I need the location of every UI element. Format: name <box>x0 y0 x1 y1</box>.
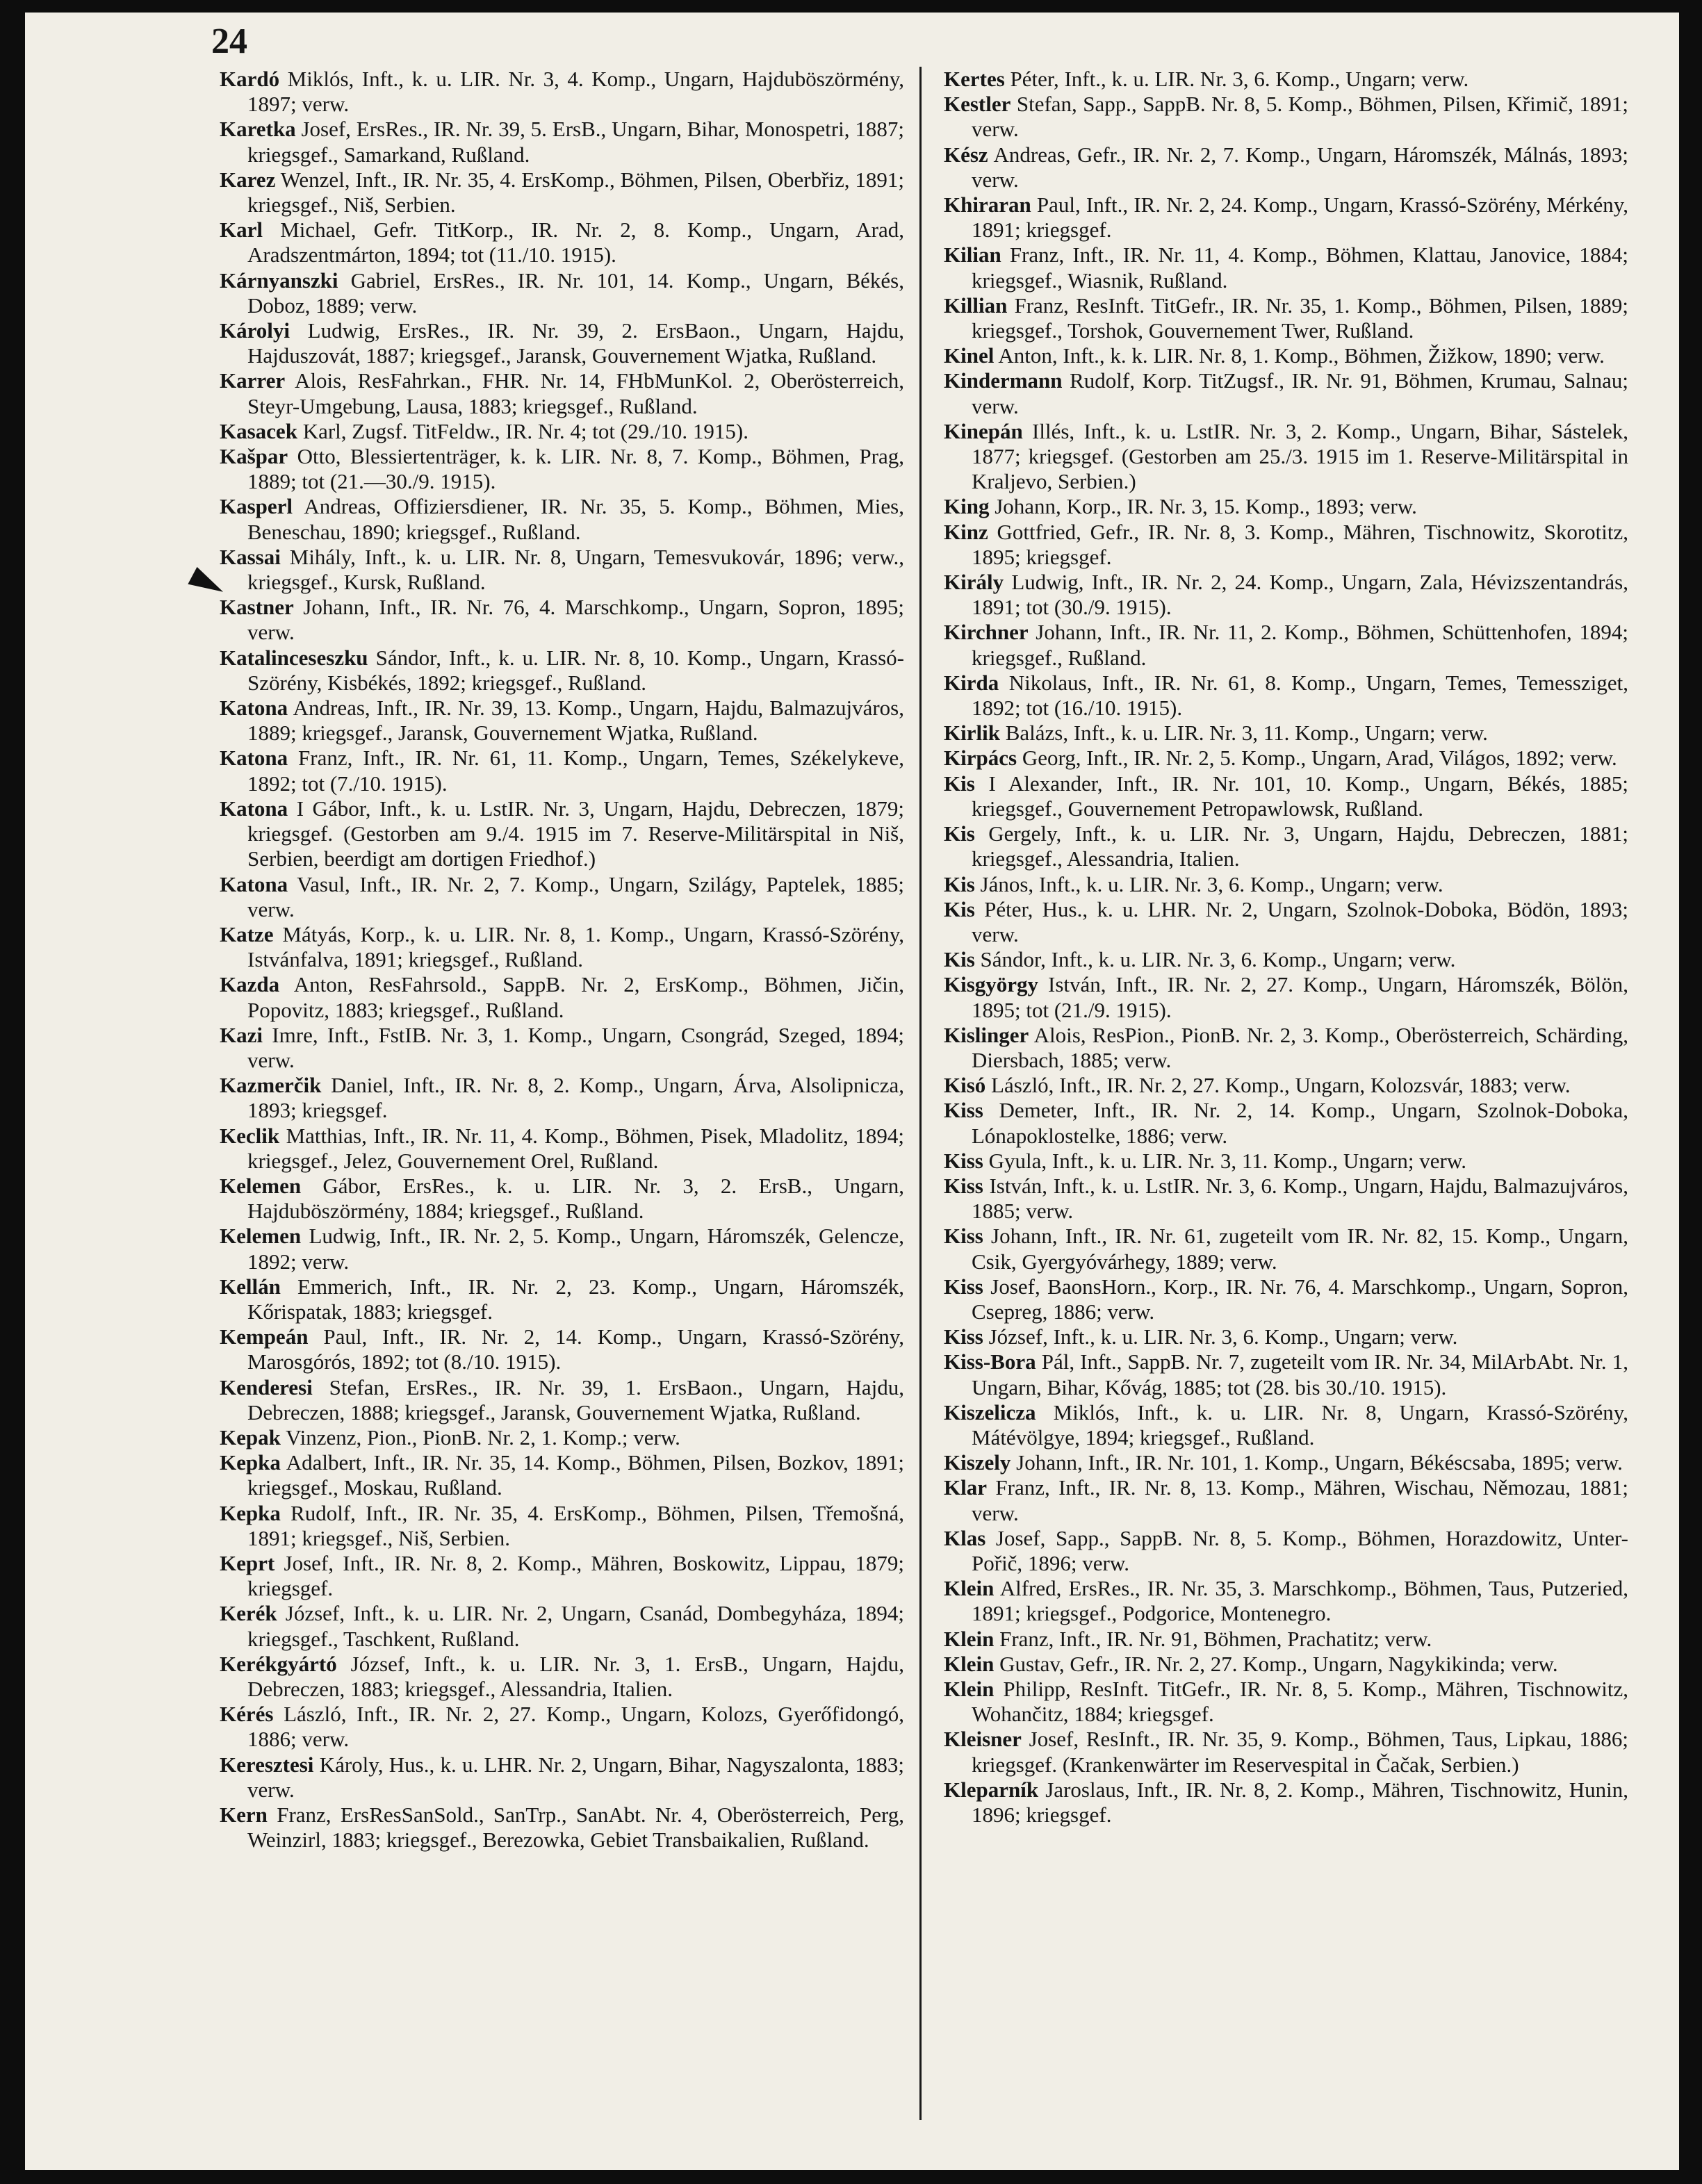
entry-surname: Klein <box>944 1576 995 1601</box>
entry-details: Johann, Korp., IR. Nr. 3, 15. Komp., 1893; verw. <box>989 494 1417 519</box>
roster-entry <box>220 217 904 268</box>
roster-entry <box>220 1450 904 1500</box>
roster-entry <box>220 268 904 318</box>
entry-surname: Kardó <box>220 67 280 91</box>
entry-details: Ludwig, Inft., IR. Nr. 2, 24. Komp., Ungarn, Zala, Hévizszentandrás, 1891; tot (30./9. 1915). <box>972 570 1628 620</box>
entry-details: Josef, Inft., IR. Nr. 8, 2. Komp., Mähren, Boskowitz, Lippau, 1879; kriegsgef. <box>247 1550 904 1601</box>
entry-details: Gábor, ErsRes., k. u. LIR. Nr. 3, 2. ErsB., Ungarn, Hajduböszörmény, 1884; kriegsgef., Rußland. <box>247 1173 904 1224</box>
entry-surname: Kiss <box>944 1224 983 1249</box>
roster-entry <box>944 1324 1628 1349</box>
entry-details: Ludwig, ErsRes., IR. Nr. 39, 2. ErsBaon., Ungarn, Hajdu, Hajduszovát, 1887; kriegsgef., Jaransk, Gouvernement Wjatka, Rußland. <box>247 318 904 368</box>
roster-entry <box>944 746 1628 771</box>
entry-details: Paul, Inft., IR. Nr. 2, 24. Komp., Ungarn, Krassó-Szörény, Mérkény, 1891; kriegsgef. <box>972 192 1628 243</box>
entry-surname: Kirda <box>944 670 999 695</box>
entry-details: Philipp, ResInft. TitGefr., IR. Nr. 8, 5. Komp., Mähren, Tischnowitz, Wohančitz, 1884; kriegsgef. <box>972 1677 1628 1727</box>
entry-details: Matthias, Inft., IR. Nr. 11, 4. Komp., Böhmen, Pisek, Mladolitz, 1894; kriegsgef., Jelez, Gouvernement Orel, Rußland. <box>247 1123 904 1173</box>
entry-details: Andreas, Offiziersdiener, IR. Nr. 35, 5. Komp., Böhmen, Mies, Beneschau, 1890; kriegsgef., Rußland. <box>247 494 904 544</box>
entry-details: Mátyás, Korp., k. u. LIR. Nr. 8, 1. Komp., Ungarn, Krassó-Szörény, Istvánfalva, 1891; kriegsgef., Rußland. <box>247 921 904 972</box>
entry-details: Imre, Inft., FstIB. Nr. 3, 1. Komp., Ungarn, Csongrád, Szeged, 1894; verw. <box>247 1022 904 1072</box>
document-page <box>25 13 1679 2170</box>
roster-entry <box>944 872 1628 897</box>
entry-details: Josef, ResInft., IR. Nr. 35, 9. Komp., Böhmen, Taus, Lipkau, 1886; kriegsgef. (Krankenwärter im Reservespital in Čačak, Serbien.) <box>972 1727 1628 1777</box>
entry-details: Wenzel, Inft., IR. Nr. 35, 4. ErsKomp., Böhmen, Pilsen, Oberbřiz, 1891; kriegsgef., Niš, Serbien. <box>247 167 904 217</box>
entry-details: Ludwig, Inft., IR. Nr. 2, 5. Komp., Ungarn, Háromszék, Gelencze, 1892; verw. <box>247 1224 904 1274</box>
entry-details: Stefan, Sapp., SappB. Nr. 8, 5. Komp., Böhmen, Pilsen, Křimič, 1891; verw. <box>972 92 1628 142</box>
entry-details: Gustav, Gefr., IR. Nr. 2, 27. Komp., Ungarn, Nagykikinda; verw. <box>994 1651 1558 1676</box>
entry-surname: Kleparník <box>944 1777 1039 1802</box>
entry-surname: Kinz <box>944 519 988 544</box>
entry-surname: Karl <box>220 217 263 243</box>
entry-surname: Klein <box>944 1626 995 1651</box>
entry-details: Franz, Inft., IR. Nr. 8, 13. Komp., Mähren, Wischau, Němozau, 1881; verw. <box>972 1475 1628 1525</box>
entry-surname: Kiss <box>944 1173 983 1198</box>
entry-details: Vasul, Inft., IR. Nr. 2, 7. Komp., Ungarn, Szilágy, Paptelek, 1885; verw. <box>247 871 904 921</box>
entry-surname: Kiss <box>944 1148 983 1173</box>
entry-surname: Kazi <box>220 1022 263 1047</box>
entry-details: József, Inft., k. u. LIR. Nr. 3, 1. ErsB., Ungarn, Hajdu, Debreczen, 1883; kriegsgef., Alessandria, Italien. <box>247 1651 904 1701</box>
roster-entry <box>944 620 1628 670</box>
entry-surname: Kepka <box>220 1450 281 1475</box>
entry-details: Rudolf, Korp. TitZugsf., IR. Nr. 91, Böhmen, Krumau, Salnau; verw. <box>972 368 1628 418</box>
entry-details: Josef, ErsRes., IR. Nr. 39, 5. ErsB., Ungarn, Bihar, Monospetri, 1887; kriegsgef., Samarkand, Rußland. <box>247 117 904 167</box>
entry-details: Paul, Inft., IR. Nr. 2, 14. Komp., Ungarn, Krassó-Szörény, Marosgórós, 1892; tot (8./10. 1915). <box>247 1324 904 1374</box>
entry-details: Josef, Sapp., SappB. Nr. 8, 5. Komp., Böhmen, Horazdowitz, Unter-Pořič, 1896; verw. <box>972 1525 1628 1575</box>
roster-entry <box>944 1526 1628 1576</box>
roster-entry <box>220 1224 904 1274</box>
entry-surname: Karetka <box>220 117 296 142</box>
entry-surname: Kenderesi <box>220 1374 313 1399</box>
roster-entry <box>944 1174 1628 1224</box>
left-column <box>220 67 904 1853</box>
roster-entry <box>220 1551 904 1601</box>
roster-entry <box>944 1627 1628 1652</box>
entry-details: József, Inft., k. u. LIR. Nr. 3, 6. Komp., Ungarn; verw. <box>983 1324 1458 1349</box>
roster-entry <box>944 897 1628 947</box>
roster-entry <box>220 796 904 872</box>
entry-surname: Kertes <box>944 67 1005 91</box>
roster-entry <box>220 972 904 1022</box>
roster-entry <box>944 1274 1628 1324</box>
entry-details: János, Inft., k. u. LIR. Nr. 3, 6. Komp., Ungarn; verw. <box>974 871 1443 896</box>
roster-entry <box>220 1425 904 1450</box>
entry-details: Rudolf, Inft., IR. Nr. 35, 4. ErsKomp., Böhmen, Pilsen, Třemošná, 1891; kriegsgef., Niš, Serbien. <box>247 1500 904 1550</box>
entry-details: Sándor, Inft., k. u. LIR. Nr. 8, 10. Komp., Ungarn, Krassó-Szörény, Kisbékés, 1892; kriegsgef., Rußland. <box>247 645 904 695</box>
entry-details: Pál, Inft., SappB. Nr. 7, zugeteilt vom IR. Nr. 34, MilArbAbt. Nr. 1, Ungarn, Bihar, Kővág, 1885; tot (28. bis 30./10. 1915). <box>972 1349 1628 1399</box>
entry-surname: Kis <box>944 871 975 896</box>
roster-entry <box>944 343 1628 368</box>
entry-surname: Killian <box>944 293 1008 318</box>
entry-details: Franz, ResInft. TitGefr., IR. Nr. 35, 1. Komp., Böhmen, Pilsen, 1889; kriegsgef., Torshok, Gouvernement Twer, Rußland. <box>972 293 1628 343</box>
entry-surname: Kiss <box>944 1324 983 1349</box>
roster-entry <box>944 972 1628 1022</box>
entry-details: Franz, ErsResSanSold., SanTrp., SanAbt. Nr. 4, Oberösterreich, Perg, Weinzirl, 1883; kriegsgef., Berezowka, Gebiet Transbaikalien, Rußland. <box>247 1803 904 1853</box>
entry-surname: Katona <box>220 746 288 771</box>
entry-details: Johann, Inft., IR. Nr. 101, 1. Komp., Ungarn, Békéscsaba, 1895; verw. <box>1010 1450 1623 1475</box>
entry-surname: Katalinceseszku <box>220 645 368 670</box>
roster-entry <box>944 192 1628 243</box>
entry-details: Péter, Inft., k. u. LIR. Nr. 3, 6. Komp., Ungarn; verw. <box>1004 67 1469 91</box>
entry-surname: Kész <box>944 142 988 167</box>
entry-details: Nikolaus, Inft., IR. Nr. 61, 8. Komp., Ungarn, Temes, Temessziget, 1892; tot (16./10. 1915). <box>972 670 1628 721</box>
entry-surname: Kilian <box>944 243 1001 268</box>
entry-details: Johann, Inft., IR. Nr. 76, 4. Marschkomp., Ungarn, Sopron, 1895; verw. <box>247 595 904 645</box>
roster-entry <box>220 646 904 696</box>
entry-surname: Kastner <box>220 595 294 620</box>
roster-entry <box>220 1274 904 1324</box>
roster-entry <box>220 318 904 368</box>
entry-surname: Kleisner <box>944 1727 1022 1752</box>
entry-surname: Keresztesi <box>220 1752 314 1777</box>
entry-details: Anton, ResFahrsold., SappB. Nr. 2, ErsKomp., Böhmen, Jičin, Popovitz, 1883; kriegsgef., Rußland. <box>247 972 904 1022</box>
roster-entry <box>220 1375 904 1425</box>
roster-entry <box>944 821 1628 871</box>
roster-entry <box>220 1023 904 1073</box>
entry-surname: Kirlik <box>944 721 1000 746</box>
roster-entry <box>220 494 904 544</box>
entry-details: Gyula, Inft., k. u. LIR. Nr. 3, 11. Komp., Ungarn; verw. <box>983 1148 1466 1173</box>
entry-surname: Khiraran <box>944 192 1031 217</box>
roster-entry <box>944 494 1628 519</box>
entry-surname: Kérés <box>220 1702 274 1727</box>
entry-details: Balázs, Inft., k. u. LIR. Nr. 3, 11. Komp., Ungarn; verw. <box>999 721 1488 746</box>
entry-details: István, Inft., IR. Nr. 2, 27. Komp., Ungarn, Háromszék, Bölön, 1895; tot (21./9. 1915). <box>972 972 1628 1022</box>
roster-entry <box>220 922 904 972</box>
roster-entry <box>220 1652 904 1702</box>
entry-surname: Kis <box>944 771 975 796</box>
entry-details: József, Inft., k. u. LIR. Nr. 2, Ungarn, Csanád, Dombegyháza, 1894; kriegsgef., Taschkent, Rußland. <box>247 1601 904 1651</box>
roster-entry <box>220 117 904 167</box>
roster-entry <box>944 67 1628 92</box>
entry-surname: Kindermann <box>944 368 1063 393</box>
entry-surname: Kassai <box>220 544 281 569</box>
entry-details: Alfred, ErsRes., IR. Nr. 35, 3. Marschkomp., Böhmen, Taus, Putzeried, 1891; kriegsgef., Podgorice, Montenegro. <box>972 1576 1628 1626</box>
roster-entry <box>944 419 1628 495</box>
entry-surname: Király <box>944 570 1004 595</box>
entry-surname: Keclik <box>220 1123 280 1148</box>
entry-details: Károly, Hus., k. u. LHR. Nr. 2, Ungarn, Bihar, Nagyszalonta, 1883; verw. <box>247 1752 904 1802</box>
roster-entry <box>944 1576 1628 1626</box>
entry-surname: Katona <box>220 871 288 896</box>
entry-details: Franz, Inft., IR. Nr. 11, 4. Komp., Böhmen, Klattau, Janovice, 1884; kriegsgef., Wiasnik, Rußland. <box>972 243 1628 293</box>
roster-entry <box>220 1324 904 1374</box>
roster-entry <box>220 1174 904 1224</box>
roster-entry <box>220 1803 904 1853</box>
roster-entry <box>944 1777 1628 1828</box>
entry-details: Alois, ResFahrkan., FHR. Nr. 14, FHbMunKol. 2, Oberösterreich, Steyr-Umgebung, Lausa, 1883; kriegsgef., Rußland. <box>247 368 904 418</box>
roster-entry <box>220 444 904 494</box>
roster-entry <box>220 1073 904 1123</box>
roster-entry <box>944 1400 1628 1450</box>
roster-entry <box>944 1149 1628 1174</box>
entry-surname: Kiss-Bora <box>944 1349 1036 1374</box>
entry-details: Josef, BaonsHorn., Korp., IR. Nr. 76, 4. Marschkomp., Ungarn, Sopron, Csepreg, 1886; verw. <box>972 1274 1628 1324</box>
entry-surname: Kestler <box>944 92 1011 117</box>
entry-surname: Klas <box>944 1525 986 1550</box>
entry-details: Stefan, ErsRes., IR. Nr. 39, 1. ErsBaon., Ungarn, Hajdu, Debreczen, 1888; kriegsgef., Jaransk, Gouvernement Wjatka, Rußland. <box>247 1374 904 1424</box>
roster-entry <box>220 1601 904 1651</box>
entry-surname: Kárnyanszki <box>220 268 338 293</box>
entry-details: Franz, Inft., IR. Nr. 61, 11. Komp., Ungarn, Temes, Székelykeve, 1892; tot (7./10. 1915). <box>247 746 904 796</box>
roster-entry <box>944 1677 1628 1727</box>
entry-surname: Katze <box>220 921 274 946</box>
roster-entry <box>944 771 1628 821</box>
entry-details: Karl, Zugsf. TitFeldw., IR. Nr. 4; tot (29./10. 1915). <box>297 418 748 443</box>
entry-details: Demeter, Inft., IR. Nr. 2, 14. Komp., Ungarn, Szolnok-Doboka, Lónapoklostelke, 1886; verw. <box>972 1098 1628 1148</box>
entry-surname: Kiss <box>944 1274 983 1299</box>
entry-surname: Kirpács <box>944 746 1017 771</box>
entry-details: Michael, Gefr. TitKorp., IR. Nr. 2, 8. Komp., Ungarn, Arad, Aradszentmárton, 1894; tot (11./10. 1915). <box>247 217 904 268</box>
entry-surname: Keprt <box>220 1550 275 1575</box>
roster-entry <box>220 545 904 595</box>
entry-surname: Károlyi <box>220 318 291 343</box>
entry-details: Anton, Inft., k. k. LIR. Nr. 8, 1. Komp., Böhmen, Žižkow, 1890; verw. <box>994 343 1605 368</box>
roster-entry <box>944 368 1628 418</box>
entry-details: Gabriel, ErsRes., IR. Nr. 101, 14. Komp., Ungarn, Békés, Doboz, 1889; verw. <box>247 268 904 318</box>
entry-details: Andreas, Inft., IR. Nr. 39, 13. Komp., Ungarn, Hajdu, Balmazujváros, 1889; kriegsgef., Jaransk, Gouvernement Wjatka, Rußland. <box>247 696 904 746</box>
entry-surname: Kislinger <box>944 1022 1029 1047</box>
roster-entry <box>220 1752 904 1803</box>
entry-details: Otto, Blessiertenträger, k. k. LIR. Nr. 8, 7. Komp., Böhmen, Prag, 1889; tot (21.—30./9. 1915). <box>247 444 904 494</box>
entry-surname: Kazmerčik <box>220 1073 322 1098</box>
entry-surname: Klein <box>944 1677 995 1701</box>
entry-surname: Kepka <box>220 1500 281 1525</box>
entry-details: Franz, Inft., IR. Nr. 91, Böhmen, Prachatitz; verw. <box>994 1626 1432 1651</box>
entry-details: I Gábor, Inft., k. u. LstIR. Nr. 3, Ungarn, Hajdu, Debreczen, 1879; kriegsgef. (Gestorben am 9./4. 1915 im 7. Reserve-Militärspital in Niš, Serbien, beerdigt am dortigen Friedhof.) <box>247 796 904 871</box>
entry-surname: Kisó <box>944 1073 986 1098</box>
roster-entry <box>220 1124 904 1174</box>
entry-details: László, Inft., IR. Nr. 2, 27. Komp., Ungarn, Kolozsvár, 1883; verw. <box>985 1073 1571 1098</box>
entry-surname: Kazda <box>220 972 280 997</box>
entry-details: Sándor, Inft., k. u. LIR. Nr. 3, 6. Komp., Ungarn; verw. <box>974 947 1456 972</box>
roster-entry <box>220 696 904 746</box>
roster-entry <box>944 1073 1628 1098</box>
right-column <box>944 67 1628 1828</box>
entry-surname: Kasperl <box>220 494 293 519</box>
entry-details: Miklós, Inft., k. u. LIR. Nr. 8, Ungarn, Krassó-Szörény, Mátévölgye, 1894; kriegsgef., Rußland. <box>972 1399 1628 1450</box>
roster-entry <box>944 1098 1628 1148</box>
roster-entry <box>220 595 904 645</box>
roster-entry <box>220 67 904 117</box>
entry-surname: Kasacek <box>220 418 297 443</box>
roster-entry <box>220 1702 904 1752</box>
entry-details: István, Inft., k. u. LstIR. Nr. 3, 6. Komp., Ungarn, Hajdu, Balmazujváros, 1885; verw. <box>972 1173 1628 1224</box>
entry-details: Mihály, Inft., k. u. LIR. Nr. 8, Ungarn, Temesvukovár, 1896; verw., kriegsgef., Kursk, Rußland. <box>247 544 904 595</box>
entry-surname: Kerék <box>220 1601 277 1626</box>
entry-surname: Kiss <box>944 1098 983 1123</box>
entry-surname: Kisgyörgy <box>944 972 1039 997</box>
entry-surname: Kinel <box>944 343 995 368</box>
entry-details: Péter, Hus., k. u. LHR. Nr. 2, Ungarn, Szolnok-Doboka, Bödön, 1893; verw. <box>972 896 1628 946</box>
entry-details: Daniel, Inft., IR. Nr. 8, 2. Komp., Ungarn, Árva, Alsolipnicza, 1893; kriegsgef. <box>247 1073 904 1123</box>
roster-entry <box>944 243 1628 293</box>
roster-entry <box>944 671 1628 721</box>
roster-entry <box>220 872 904 922</box>
entry-details: László, Inft., IR. Nr. 2, 27. Komp., Ungarn, Kolozs, Gyerőfidongó, 1886; verw. <box>247 1702 904 1752</box>
entry-surname: Karez <box>220 167 276 192</box>
entry-details: I Alexander, Inft., IR. Nr. 101, 10. Komp., Ungarn, Békés, 1885; kriegsgef., Gouvernement Petropawlowsk, Rußland. <box>972 771 1628 821</box>
entry-surname: Kinepán <box>944 418 1023 443</box>
roster-entry <box>220 419 904 444</box>
entry-details: Vinzenz, Pion., PionB. Nr. 2, 1. Komp.; verw. <box>280 1424 680 1450</box>
page-number: 24 <box>211 22 247 61</box>
entry-surname: Kis <box>944 821 975 846</box>
entry-surname: Kašpar <box>220 444 288 469</box>
entry-surname: Kis <box>944 947 975 972</box>
entry-surname: Klar <box>944 1475 987 1500</box>
entry-details: Andreas, Gefr., IR. Nr. 2, 7. Komp., Ungarn, Háromszék, Málnás, 1893; verw. <box>972 142 1628 192</box>
entry-surname: Kerékgyártó <box>220 1651 337 1676</box>
entry-surname: Kelemen <box>220 1224 302 1249</box>
entry-surname: Katona <box>220 796 288 821</box>
entry-surname: Kirchner <box>944 620 1029 645</box>
entry-surname: Kelemen <box>220 1173 302 1198</box>
roster-entry <box>944 1652 1628 1677</box>
entry-details: Johann, Inft., IR. Nr. 11, 2. Komp., Böhmen, Schüttenhofen, 1894; kriegsgef., Rußland. <box>972 620 1628 670</box>
roster-entry <box>944 947 1628 972</box>
entry-surname: Kepak <box>220 1424 281 1450</box>
roster-entry <box>220 1501 904 1551</box>
entry-details: Emmerich, Inft., IR. Nr. 2, 23. Komp., Ungarn, Háromszék, Kőrispatak, 1883; kriegsgef. <box>247 1274 904 1324</box>
roster-entry <box>944 1727 1628 1777</box>
entry-details: Gottfried, Gefr., IR. Nr. 8, 3. Komp., Mähren, Tischnowitz, Skorotitz, 1895; kriegsgef. <box>972 519 1628 569</box>
roster-entry <box>944 293 1628 343</box>
entry-surname: Kis <box>944 896 975 921</box>
entry-surname: Kiszelicza <box>944 1399 1036 1424</box>
entry-details: Georg, Inft., IR. Nr. 2, 5. Komp., Ungarn, Arad, Világos, 1892; verw. <box>1017 746 1617 771</box>
roster-entry <box>944 1349 1628 1399</box>
entry-details: Jaroslaus, Inft., IR. Nr. 8, 2. Komp., Mähren, Tischnowitz, Hunin, 1896; kriegsgef. <box>972 1777 1628 1828</box>
roster-entry <box>944 1224 1628 1274</box>
roster-entry <box>220 167 904 217</box>
entry-surname: Kempeán <box>220 1324 309 1349</box>
entry-details: Adalbert, Inft., IR. Nr. 35, 14. Komp., Böhmen, Pilsen, Bozkov, 1891; kriegsgef., Moskau, Rußland. <box>247 1450 904 1500</box>
entry-details: Illés, Inft., k. u. LstIR. Nr. 3, 2. Komp., Ungarn, Bihar, Sástelek, 1877; kriegsgef. (Gestorben am 25./3. 1915 im 1. Reserve-Militärspital in Kraljevo, Serbien.) <box>972 418 1628 494</box>
roster-entry <box>944 1023 1628 1073</box>
entry-surname: Karrer <box>220 368 286 393</box>
roster-entry <box>944 142 1628 192</box>
roster-entry <box>220 746 904 796</box>
roster-entry <box>944 520 1628 570</box>
entry-surname: King <box>944 494 990 519</box>
column-divider <box>919 67 922 2120</box>
roster-entry <box>944 1475 1628 1525</box>
roster-entry <box>944 721 1628 746</box>
entry-details: Alois, ResPion., PionB. Nr. 2, 3. Komp., Oberösterreich, Schärding, Diersbach, 1885; verw. <box>972 1022 1628 1072</box>
roster-entry <box>944 570 1628 620</box>
entry-details: Johann, Inft., IR. Nr. 61, zugeteilt vom IR. Nr. 82, 15. Komp., Ungarn, Csik, Gyergyóvárhegy, 1889; verw. <box>972 1224 1628 1274</box>
roster-entry <box>220 368 904 418</box>
entry-details: Gergely, Inft., k. u. LIR. Nr. 3, Ungarn, Hajdu, Debreczen, 1881; kriegsgef., Alessandria, Italien. <box>972 821 1628 871</box>
entry-details: Miklós, Inft., k. u. LIR. Nr. 3, 4. Komp., Ungarn, Hajduböszörmény, 1897; verw. <box>247 67 904 117</box>
entry-surname: Katona <box>220 696 288 721</box>
entry-surname: Kern <box>220 1803 268 1828</box>
entry-surname: Kiszely <box>944 1450 1011 1475</box>
entry-surname: Kellán <box>220 1274 281 1299</box>
roster-entry <box>944 92 1628 142</box>
roster-entry <box>944 1450 1628 1475</box>
entry-surname: Klein <box>944 1651 995 1676</box>
